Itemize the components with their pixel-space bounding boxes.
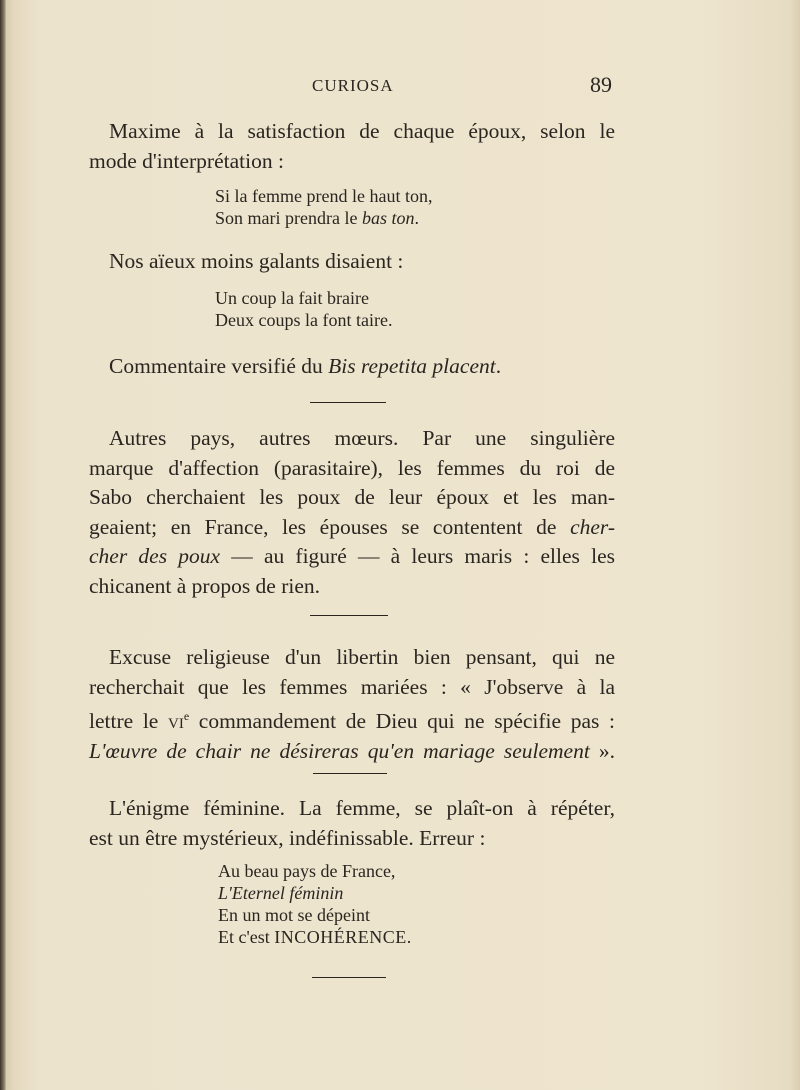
text-line: Maxime à la satisfaction de chaque époux, selon le — [109, 119, 615, 143]
text-line: L'œuvre de chair ne désireras qu'en mariage seulement ». — [89, 738, 615, 763]
page-number: 89 — [590, 72, 612, 97]
text-line: Nos aïeux moins galants disaient : — [109, 249, 404, 273]
section-divider — [310, 402, 386, 403]
verse-line: Si la femme prend le haut ton, — [215, 186, 433, 206]
text-line: Sabo cherchaient les poux de leur époux et les man- — [89, 485, 615, 509]
text-line: L'énigme féminine. La femme, se plaît-on à répéter, — [109, 796, 615, 820]
verse-coups — [215, 287, 392, 331]
book-spine-shadow — [0, 0, 6, 1090]
text-line: mode d'interprétation : — [89, 148, 284, 173]
verse-line: Un coup la fait braire — [215, 288, 369, 308]
paragraph-maxime — [89, 117, 615, 176]
verse-line: L'Eternel féminin — [218, 883, 344, 903]
text-line: Excuse religieuse d'un libertin bien pensant, qui ne — [109, 645, 615, 669]
paragraph-enigme — [89, 794, 615, 853]
verse-haut-ton — [215, 185, 432, 229]
verse-line: Son mari prendra le bas ton. — [215, 208, 419, 228]
text-line: recherchait que les femmes mariées : « J'observe à la — [89, 674, 615, 699]
paragraph-excuse — [89, 643, 615, 766]
verse-line: En un mot se dépeint — [218, 905, 370, 925]
text-line: marque d'affection (parasitaire), les femmes du roi de — [89, 455, 615, 480]
verse-eternel-feminin — [218, 860, 411, 948]
running-title: CURIOSA — [312, 76, 394, 95]
verse-line: Au beau pays de France, — [218, 861, 396, 881]
verse-line: Et c'est INCOHÉRENCE. — [218, 927, 412, 947]
section-divider — [310, 615, 388, 616]
paragraph-autres-pays — [89, 424, 615, 601]
section-divider — [312, 977, 386, 978]
page-header — [0, 72, 800, 102]
text-line: est un être mystérieux, indéfinissable. Erreur : — [89, 825, 486, 850]
verse-line: Deux coups la font taire. — [215, 310, 393, 330]
text-line: lettre le $vi^e$ commandement de Dieu qui ne spécifie pas : — [89, 709, 615, 734]
text-line: geaient; en France, les épouses se contentent de cher- — [89, 514, 615, 539]
section-divider — [313, 773, 387, 774]
text-line: Autres pays, autres mœurs. Par une singulière — [109, 426, 615, 450]
paragraph-aieux — [89, 247, 615, 277]
paragraph-commentaire — [89, 352, 615, 382]
text-line: cher des poux — au figuré — à leurs maris : elles les — [89, 544, 615, 568]
text-line: Commentaire versifié du Bis repetita placent. — [109, 354, 502, 378]
text-line: chicanent à propos de rien. — [89, 573, 321, 598]
